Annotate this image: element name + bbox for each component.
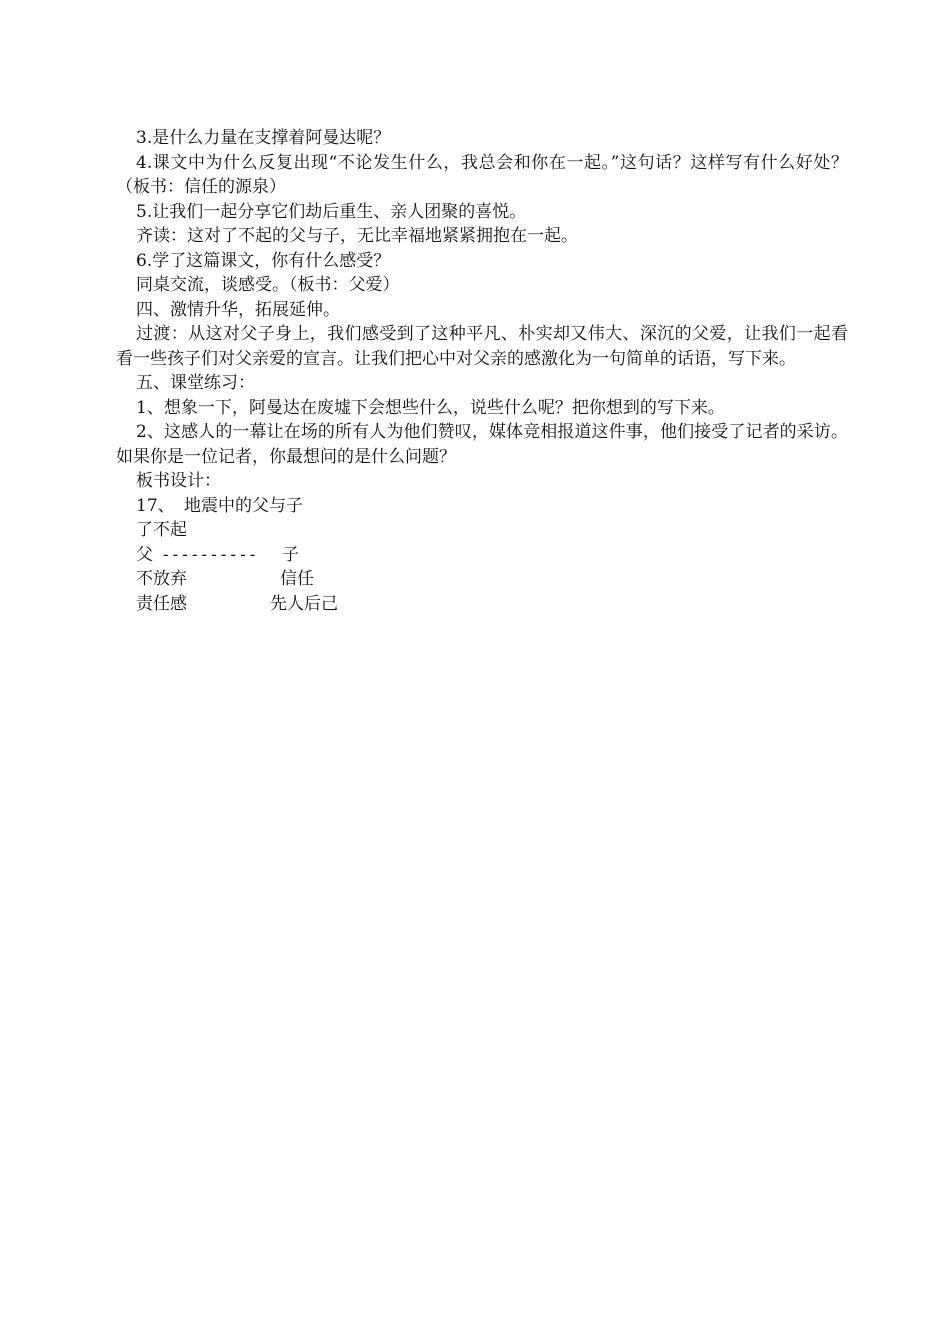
board-right-1: 信任 [280,569,314,589]
board-row-2 [116,592,848,617]
board-right-2: 先人后己 [270,593,338,614]
board-father-son-row [116,543,848,568]
exercise-1: 1、想象一下，阿曼达在废墟下会想些什么，说些什么呢？把你想到的写下来。 [136,397,725,418]
group-reading: 齐读：这对了不起的父与子，无比幸福地紧紧拥抱在一起。 [136,226,578,246]
board-connector: ---------- [161,544,258,564]
section-5-heading: 五、课堂练习： [136,373,255,393]
board-son: 子 [282,544,299,565]
question-3: 3.是什么力量在支撑着阿曼达呢？ [136,128,391,148]
exercise-2: 2、这感人的一幕让在场的所有人为他们赞叹，媒体竞相报道这件事，他们接受了记者的采访。如果你是一位记者，你最想问的是什么问题？ [116,422,848,467]
question-6: 6.学了这篇课文，你有什么感受？ [136,250,391,271]
transition-paragraph: 过渡：从这对父子身上，我们感受到了这种平凡、朴实却又伟大、深沉的父爱，让我们一起看看一些孩子们对父亲爱的宣言。让我们把心中对父亲的感激化为一句简单的话语，写下来。 [116,324,848,369]
board-top-word: 了不起 [136,520,187,540]
board-top-row [116,518,848,543]
pair-discussion: 同桌交流，谈感受。（板书：父爱） [136,275,400,295]
document-body [116,126,848,616]
section-4-heading: 四、激情升华，拓展延伸。 [136,299,340,320]
board-design-heading: 板书设计： [136,471,221,491]
lesson-number: 17、 [136,495,175,516]
board-left-2: 责任感 [136,593,187,614]
board-father: 父 [136,544,153,565]
board-row-1 [116,567,848,592]
board-left-1: 不放弃 [136,569,187,589]
question-4: 4.课文中为什么反复出现“不论发生什么，我总会和你在一起。”这句话？这样写有什么好处？（板书：信任的源泉） [116,152,848,197]
board-title-row [116,494,848,519]
question-5: 5.让我们一起分享它们劫后重生、亲人团聚的喜悦。 [136,201,527,222]
lesson-title: 地震中的父与子 [184,495,303,516]
